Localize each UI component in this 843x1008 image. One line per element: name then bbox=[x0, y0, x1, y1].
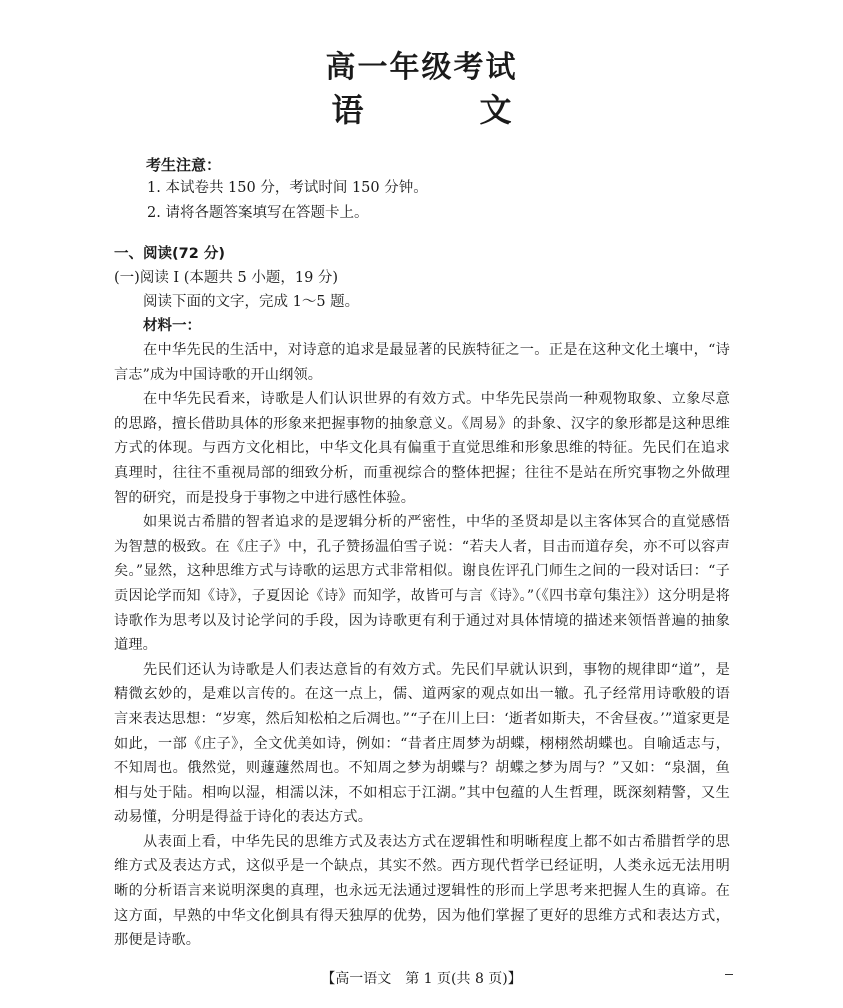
material-label: 材料一： bbox=[143, 318, 201, 334]
passage-paragraph: 先民们还认为诗歌是人们表达意旨的有效方式。先民们早就认识到，事物的规律即“道”，是精微玄妙的，是难以言传的。在这一点上，儒、道两家的观点如出一辙。孔子经常用诗歌般的语言来表达思想：“岁寒，然后知松柏之后凋也。”“子在川上曰：‘逝者如斯夫，不舍昼夜。’”道家更是如此，一部《庄子》，全文优美如诗，例如：“昔者庄周梦为胡蝶，栩栩然胡蝶也。自喻适志与，不知周也。俄然觉，则蘧蘧然周也。不知周之梦为胡蝶与？胡蝶之梦为周与？”又如：“泉涸，鱼相与处于陆。相呴以湿，相濡以沫，不如相忘于江湖。”其中包蕴的人生哲理，既深刻精警，又生动易懂，分明是得益于诗化的表达方式。 bbox=[114, 661, 730, 826]
passage-paragraph: 如果说古希腊的智者追求的是逻辑分析的严密性，中华的圣贤却是以主客体冥合的直觉感悟为智慧的极致。在《庄子》中，孔子赞扬温伯雪子说：“若夫人者，目击而道存矣，亦不可以容声矣。”显然，这种思维方式与诗歌的运思方式非常相似。谢良佐评孔门师生之间的一段对话曰：“子贡因论学而知《诗》，子夏因论《诗》而知学，故皆可与言《诗》。”（《四书章句集注》）这分明是将诗歌作为思考以及讨论学问的手段，因为诗歌更有利于通过对具体情境的描述来领悟普遍的抽象道理。 bbox=[114, 514, 730, 654]
passage-paragraph: 在中华先民的生活中，对诗意的追求是最显著的民族特征之一。正是在这种文化土壤中，“诗言志”成为中国诗歌的开山纲领。 bbox=[114, 342, 730, 383]
exam-title: 高一年级考试 bbox=[325, 50, 518, 85]
section-heading: 一、阅读(72 分) bbox=[114, 246, 225, 262]
corner-mark bbox=[725, 974, 733, 975]
reading-section bbox=[114, 243, 730, 953]
notice-item: 1. 本试卷共 150 分，考试时间 150 分钟。 bbox=[147, 180, 428, 196]
page-footer: 【高一语文 第 1 页(共 8 页)】 bbox=[321, 971, 522, 987]
subject-title bbox=[0, 90, 843, 130]
notice-item: 2. 请将各题答案填写在答题卡上。 bbox=[147, 205, 369, 221]
candidate-notice bbox=[146, 154, 746, 226]
subsection-heading: (一)阅读 I (本题共 5 小题，19 分) bbox=[114, 270, 339, 286]
instruction-text: 阅读下面的文字，完成 1～5 题。 bbox=[143, 294, 360, 310]
notice-title: 考生注意： bbox=[146, 156, 222, 174]
title-block bbox=[0, 50, 843, 130]
passage-paragraph: 在中华先民看来，诗歌是人们认识世界的有效方式。中华先民崇尚一种观物取象、立象尽意的思路，擅长借助具体的形象来把握事物的抽象意义。《周易》的卦象、汉字的象形都是这种思维方式的体现。与西方文化相比，中华文化具有偏重于直觉思维和形象思维的特征。先民们在追求真理时，往往不重视局部的细致分析，而重视综合的整体把握；往往不是站在所究事物之外做理智的研究，而是投身于事物之中进行感性体验。 bbox=[114, 391, 730, 506]
subject-char-2: 文 bbox=[479, 91, 512, 129]
passage-paragraph: 从表面上看，中华先民的思维方式及表达方式在逻辑性和明晰程度上都不如古希腊哲学的思维方式及表达方式，这似乎是一个缺点，其实不然。西方现代哲学已经证明，人类永远无法用明晰的分析语言来说明深奥的真理，也永远无法通过逻辑性的形而上学思考来把握人生的真谛。在这方面，早熟的中华文化倒具有得天独厚的优势，因为他们掌握了更好的思维方式和表达方式，那便是诗歌。 bbox=[114, 833, 730, 949]
subject-char-1: 语 bbox=[331, 91, 364, 129]
